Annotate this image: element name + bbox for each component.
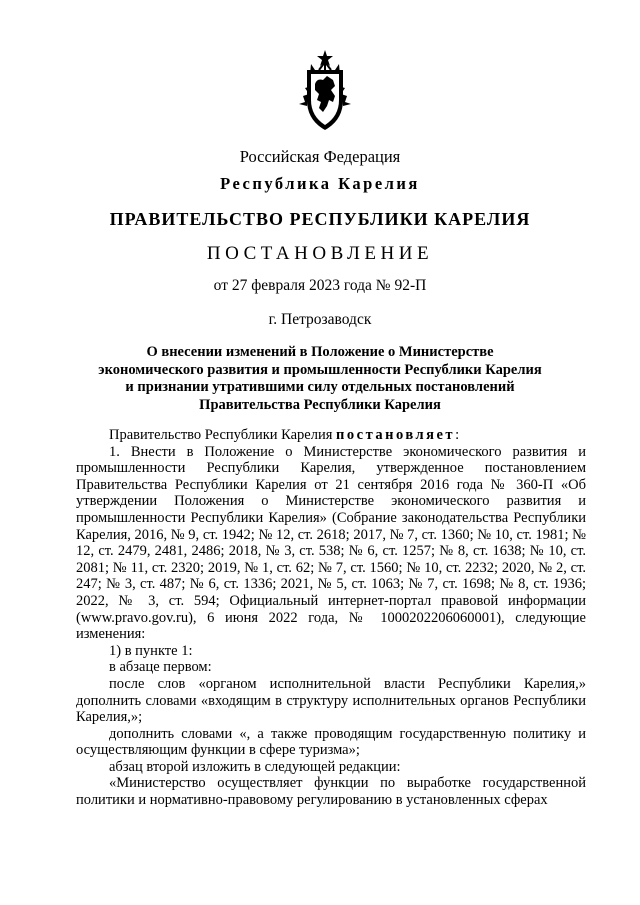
document-type: ПОСТАНОВЛЕНИЕ [206, 243, 434, 264]
country-name: Российская Федерация [239, 147, 401, 166]
republic-name: Республика Карелия [220, 174, 420, 193]
paragraph-7: «Министерство осуществляет функции по выработке государственной политики и нормативно-правовому регулированию в установленных сферах [76, 775, 586, 809]
paragraph-5: дополнить словами «, а также проводящим государственную политику и осуществляющим функции в сфере туризма»; [76, 725, 586, 759]
paragraph-1: 1. Внести в Положение о Министерстве экономического развития и промышленности Республики Карелия, утвержденное постановлением Правительства Республики Карелия от 21 сентября 2016 года № 360-П «Об утверждении Положения о Министерстве экономического развития и промышленности Республики Карелия» (Собрание законодательства Республики Карелия, 2016, № 9, ст. 1942; № 12, ст. 2618; 2017, № 7, ст. 1360; № 10, ст. 1981; № 12, ст. 2479, 2481, 2486; 2018, № 3, ст. 538; № 6, ст. 1257; № 8, ст. 1638; № 10, ст. 2081; № 11, ст. 2320; 2019, № 1, ст. 62; № 7, ст. 1560; № 10, ст. 2232; 2020, № 2, ст. 247; № 3, ст. 487; № 6, ст. 1336; 2021, № 5, ст. 1063; № 7, ст. 1698; № 8, ст. 1936; 2022, № 3, ст. 594; Официальный интернет-портал правовой информации (www.pravo.gov.ru), 6 июня 2022 года, № 1000202206060001), следующие изменения: [76, 443, 586, 643]
intro-paragraph [76, 427, 586, 444]
paragraph-6: абзац второй изложить в следующей редакции: [109, 758, 401, 775]
document-city: г. Петрозаводск [268, 311, 372, 328]
paragraph-3: в абзаце первом: [109, 659, 212, 676]
document-date-number: от 27 февраля 2023 года № 92-П [213, 277, 427, 294]
intro-decree-word: постановляет [336, 427, 456, 443]
intro-suffix: : [455, 427, 460, 443]
paragraph-2: 1) в пункте 1: [109, 642, 193, 659]
document-body [76, 427, 586, 809]
paragraph-4: после слов «органом исполнительной власти Республики Карелия,» дополнить словами «входящим в структуру исполнительных органов Республики Карелия,»; [76, 675, 586, 726]
government-name: ПРАВИТЕЛЬСТВО РЕСПУБЛИКИ КАРЕЛИЯ [109, 209, 531, 229]
document-title: О внесении изменений в Положение о Министерстве экономического развития и промышленности Республики Карелия и признании утратившими силу отдельных постановлений Правительства Республики Карелия [98, 344, 542, 413]
coat-of-arms-emblem [297, 50, 353, 132]
intro-prefix: Правительство Республики Карелия [109, 427, 337, 443]
